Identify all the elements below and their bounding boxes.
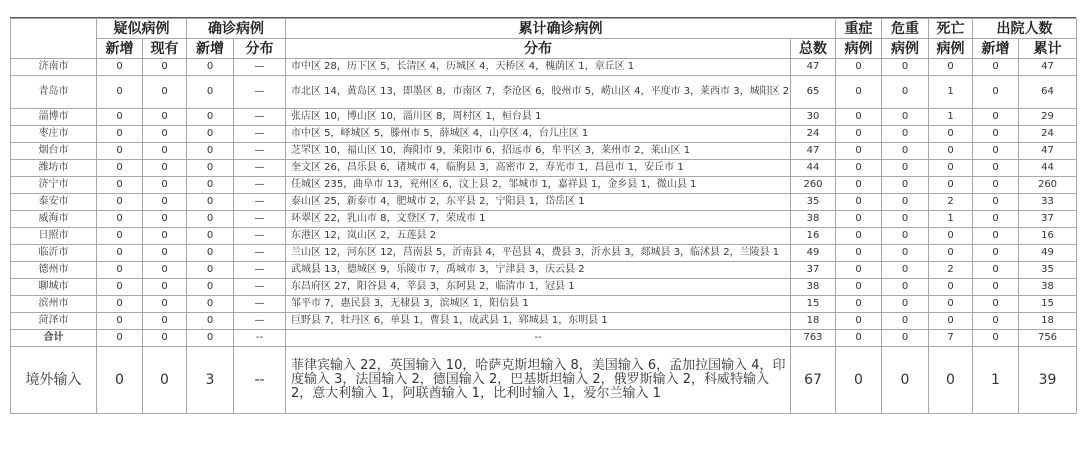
discharged-new-cell: 0 [973,313,1019,330]
total-total-cell: 763 [791,330,836,347]
suspected-new-cell: 0 [97,126,143,143]
total-critical-cell: 0 [882,330,929,347]
confirmed-new-cell: 0 [187,228,234,245]
discharged-total-cell: 33 [1019,194,1077,211]
confirmed-dist-cell: — [234,109,286,126]
death-cell: 0 [929,228,973,245]
severe-cell: 0 [836,279,882,296]
covid-statistics-table [10,18,1077,414]
distribution-cell: 东港区 12，岚山区 2，五莲县 2 [286,228,791,245]
severe-cell: 0 [836,211,882,228]
city-cell: 淄博市 [11,109,97,126]
death-cell: 0 [929,296,973,313]
distribution-cell: 兰山区 12，河东区 12，莒南县 5，沂南县 4，平邑县 4，费县 3，沂水县 3，郯城县 3，临沭县 2，兰陵县 1 [286,245,791,262]
suspected-new-cell: 0 [97,211,143,228]
death-cell: 1 [929,109,973,126]
foreign-critical-cell: 0 [882,347,929,414]
suspected-current-cell: 0 [143,194,187,211]
discharged-total-cell: 16 [1019,228,1077,245]
header-city-blank [11,19,97,59]
header-severe-2: 病例 [836,39,882,59]
foreign-discharged-new-cell: 1 [973,347,1019,414]
total-cell: 37 [791,262,836,279]
city-cell: 济宁市 [11,177,97,194]
critical-cell: 0 [882,262,929,279]
foreign-distribution-cell: 菲律宾输入 22，英国输入 10，哈萨克斯坦输入 8，美国输入 6，孟加拉国输入 4，印度输入 3，法国输入 2，德国输入 2，巴基斯坦输入 2，俄罗斯输入 2，科威特输入 2，意大利输入 1，阿联酋输入 1，比利时输入 1，爱尔兰输入 1 [286,347,791,414]
discharged-new-cell: 0 [973,109,1019,126]
critical-cell: 0 [882,109,929,126]
death-cell: 0 [929,143,973,160]
critical-cell: 0 [882,160,929,177]
city-cell: 威海市 [11,211,97,228]
suspected-current-cell: 0 [143,228,187,245]
foreign-confirmed-new-cell: 3 [187,347,234,414]
distribution-cell: 市中区 28，历下区 5，长清区 4，历城区 4，天桥区 4，槐荫区 1，章丘区 1 [286,59,791,76]
death-cell: 2 [929,262,973,279]
header-suspected-current: 现有 [143,39,187,59]
total-severe-cell: 0 [836,330,882,347]
confirmed-dist-cell: — [234,245,286,262]
total-cell: 47 [791,143,836,160]
city-cell: 泰安市 [11,194,97,211]
distribution-cell: 泰山区 25，新泰市 4，肥城市 2，东平县 2，宁阳县 1，岱岳区 1 [286,194,791,211]
discharged-new-cell: 0 [973,126,1019,143]
distribution-cell: 邹平市 7，惠民县 3，无棣县 3，滨城区 1，阳信县 1 [286,296,791,313]
discharged-new-cell: 0 [973,143,1019,160]
discharged-total-cell: 49 [1019,245,1077,262]
suspected-new-cell: 0 [97,262,143,279]
confirmed-dist-cell: — [234,262,286,279]
suspected-current-cell: 0 [143,76,187,109]
suspected-current-cell: 0 [143,313,187,330]
suspected-new-cell: 0 [97,194,143,211]
table-row [11,245,1077,262]
distribution-cell: 环翠区 22，乳山市 8，文登区 7，荣成市 1 [286,211,791,228]
table-row [11,109,1077,126]
total-suspected-new-cell: 0 [97,330,143,347]
foreign-suspected-new-cell: 0 [97,347,143,414]
severe-cell: 0 [836,296,882,313]
table-body [11,59,1077,414]
suspected-new-cell: 0 [97,59,143,76]
discharged-new-cell: 0 [973,296,1019,313]
suspected-current-cell: 0 [143,211,187,228]
total-cell: 35 [791,194,836,211]
death-cell: 0 [929,160,973,177]
discharged-new-cell: 0 [973,279,1019,296]
discharged-total-cell: 47 [1019,143,1077,160]
confirmed-new-cell: 0 [187,109,234,126]
city-cell: 菏泽市 [11,313,97,330]
foreign-discharged-total-cell: 39 [1019,347,1077,414]
header-discharged: 出院人数 [973,19,1077,39]
foreign-suspected-current-cell: 0 [143,347,187,414]
covid-table-container [10,18,1076,414]
header-confirmed-new: 新增 [187,39,234,59]
suspected-current-cell: 0 [143,109,187,126]
header-confirmed: 确诊病例 [187,19,286,39]
city-cell: 临沂市 [11,245,97,262]
foreign-label-cell: 境外输入 [11,347,97,414]
city-cell: 枣庄市 [11,126,97,143]
death-cell: 0 [929,313,973,330]
total-cell: 65 [791,76,836,109]
foreign-total-cell: 67 [791,347,836,414]
header-death-1: 死亡 [929,19,973,39]
header-severe-1: 重症 [836,19,882,39]
distribution-cell: 张店区 10，博山区 10，淄川区 8，周村区 1，桓台县 1 [286,109,791,126]
confirmed-dist-cell: — [234,296,286,313]
critical-cell: 0 [882,59,929,76]
discharged-new-cell: 0 [973,245,1019,262]
table-row [11,59,1077,76]
confirmed-new-cell: 0 [187,245,234,262]
death-cell: 0 [929,126,973,143]
confirmed-new-cell: 0 [187,59,234,76]
confirmed-new-cell: 0 [187,160,234,177]
confirmed-dist-cell: — [234,228,286,245]
city-cell: 青岛市 [11,76,97,109]
severe-cell: 0 [836,126,882,143]
confirmed-new-cell: 0 [187,126,234,143]
death-cell: 0 [929,279,973,296]
table-row [11,262,1077,279]
discharged-total-cell: 29 [1019,109,1077,126]
discharged-new-cell: 0 [973,194,1019,211]
total-discharged-total-cell: 756 [1019,330,1077,347]
critical-cell: 0 [882,126,929,143]
confirmed-dist-cell: — [234,177,286,194]
suspected-current-cell: 0 [143,126,187,143]
severe-cell: 0 [836,194,882,211]
confirmed-dist-cell: — [234,194,286,211]
distribution-cell: 武城县 13，德城区 9，乐陵市 7，禹城市 3，宁津县 3，庆云县 2 [286,262,791,279]
total-label-cell: 合计 [11,330,97,347]
death-cell: 1 [929,76,973,109]
table-header [11,19,1077,59]
confirmed-dist-cell: — [234,160,286,177]
table-row [11,279,1077,296]
table-row [11,177,1077,194]
total-cell: 16 [791,228,836,245]
total-suspected-current-cell: 0 [143,330,187,347]
critical-cell: 0 [882,245,929,262]
discharged-total-cell: 35 [1019,262,1077,279]
death-cell: 0 [929,177,973,194]
distribution-cell: 芝罘区 10，福山区 10，海阳市 9，莱阳市 6，招远市 6，牟平区 3，莱州市 2，莱山区 1 [286,143,791,160]
total-cell: 18 [791,313,836,330]
total-cell: 260 [791,177,836,194]
table-row [11,211,1077,228]
critical-cell: 0 [882,228,929,245]
total-cell: 38 [791,279,836,296]
severe-cell: 0 [836,313,882,330]
discharged-total-cell: 38 [1019,279,1077,296]
header-critical-1: 危重 [882,19,929,39]
header-cumulative: 累计确诊病例 [286,19,836,39]
death-cell: 0 [929,245,973,262]
total-cell: 47 [791,59,836,76]
confirmed-dist-cell: — [234,76,286,109]
suspected-new-cell: 0 [97,160,143,177]
suspected-new-cell: 0 [97,76,143,109]
discharged-total-cell: 47 [1019,59,1077,76]
total-discharged-new-cell: 0 [973,330,1019,347]
severe-cell: 0 [836,109,882,126]
city-cell: 日照市 [11,228,97,245]
confirmed-new-cell: 0 [187,296,234,313]
city-cell: 德州市 [11,262,97,279]
suspected-current-cell: 0 [143,245,187,262]
severe-cell: 0 [836,160,882,177]
confirmed-dist-cell: — [234,313,286,330]
suspected-new-cell: 0 [97,109,143,126]
suspected-current-cell: 0 [143,143,187,160]
city-cell: 烟台市 [11,143,97,160]
total-cell: 15 [791,296,836,313]
confirmed-dist-cell: — [234,59,286,76]
discharged-total-cell: 18 [1019,313,1077,330]
total-row [11,330,1077,347]
confirmed-new-cell: 0 [187,279,234,296]
discharged-new-cell: 0 [973,160,1019,177]
critical-cell: 0 [882,177,929,194]
distribution-cell: 任城区 235，曲阜市 13，兖州区 6，汶上县 2，邹城市 1，嘉祥县 1，金乡县 1，微山县 1 [286,177,791,194]
death-cell: 0 [929,59,973,76]
discharged-total-cell: 24 [1019,126,1077,143]
total-cell: 30 [791,109,836,126]
table-row [11,296,1077,313]
header-critical-2: 病例 [882,39,929,59]
total-cell: 49 [791,245,836,262]
discharged-new-cell: 0 [973,211,1019,228]
table-row [11,160,1077,177]
confirmed-dist-cell: — [234,211,286,228]
critical-cell: 0 [882,296,929,313]
distribution-cell: 奎文区 26，昌乐县 6，诸城市 4，临朐县 3，高密市 2，寿光市 1，昌邑市 1，安丘市 1 [286,160,791,177]
header-death-2: 病例 [929,39,973,59]
suspected-new-cell: 0 [97,245,143,262]
distribution-cell: 东昌府区 27，阳谷县 4，莘县 3，东阿县 2，临清市 1，冠县 1 [286,279,791,296]
distribution-cell: 巨野县 7，牡丹区 6，单县 1，曹县 1，成武县 1，郓城县 1，东明县 1 [286,313,791,330]
table-row [11,76,1077,109]
foreign-confirmed-dist-cell: -- [234,347,286,414]
discharged-new-cell: 0 [973,177,1019,194]
death-cell: 2 [929,194,973,211]
discharged-new-cell: 0 [973,76,1019,109]
suspected-current-cell: 0 [143,177,187,194]
critical-cell: 0 [882,194,929,211]
distribution-cell: 市北区 14，黄岛区 13，即墨区 8，市南区 7，李沧区 6，胶州市 5，崂山区 4，平度市 3，莱西市 3，城阳区 2 [286,76,791,109]
discharged-new-cell: 0 [973,228,1019,245]
critical-cell: 0 [882,76,929,109]
suspected-new-cell: 0 [97,228,143,245]
suspected-new-cell: 0 [97,143,143,160]
confirmed-new-cell: 0 [187,76,234,109]
suspected-new-cell: 0 [97,177,143,194]
foreign-severe-cell: 0 [836,347,882,414]
suspected-current-cell: 0 [143,279,187,296]
table-row [11,228,1077,245]
city-cell: 滨州市 [11,296,97,313]
severe-cell: 0 [836,76,882,109]
discharged-new-cell: 0 [973,262,1019,279]
discharged-total-cell: 260 [1019,177,1077,194]
header-suspected-new: 新增 [97,39,143,59]
header-discharged-cumulative: 累计 [1019,39,1077,59]
critical-cell: 0 [882,279,929,296]
total-cell: 38 [791,211,836,228]
table-row [11,143,1077,160]
total-distribution-cell: -- [286,330,791,347]
total-cell: 44 [791,160,836,177]
foreign-import-row [11,347,1077,414]
suspected-current-cell: 0 [143,296,187,313]
header-cumulative-total: 总数 [791,39,836,59]
foreign-death-cell: 0 [929,347,973,414]
severe-cell: 0 [836,245,882,262]
critical-cell: 0 [882,211,929,228]
critical-cell: 0 [882,143,929,160]
suspected-current-cell: 0 [143,160,187,177]
confirmed-new-cell: 0 [187,177,234,194]
severe-cell: 0 [836,59,882,76]
table-row [11,313,1077,330]
discharged-total-cell: 15 [1019,296,1077,313]
severe-cell: 0 [836,177,882,194]
death-cell: 1 [929,211,973,228]
confirmed-new-cell: 0 [187,194,234,211]
suspected-current-cell: 0 [143,262,187,279]
table-row [11,126,1077,143]
suspected-current-cell: 0 [143,59,187,76]
severe-cell: 0 [836,228,882,245]
distribution-cell: 市中区 5，峄城区 5，滕州市 5，薛城区 4，山亭区 4，台儿庄区 1 [286,126,791,143]
header-suspected: 疑似病例 [97,19,187,39]
confirmed-new-cell: 0 [187,313,234,330]
confirmed-new-cell: 0 [187,211,234,228]
suspected-new-cell: 0 [97,279,143,296]
total-confirmed-new-cell: 0 [187,330,234,347]
total-death-cell: 7 [929,330,973,347]
discharged-total-cell: 37 [1019,211,1077,228]
discharged-new-cell: 0 [973,59,1019,76]
total-confirmed-dist-cell: -- [234,330,286,347]
confirmed-dist-cell: — [234,126,286,143]
table-row [11,194,1077,211]
confirmed-new-cell: 0 [187,143,234,160]
total-cell: 24 [791,126,836,143]
critical-cell: 0 [882,313,929,330]
header-cumulative-distribution: 分布 [286,39,791,59]
confirmed-dist-cell: — [234,279,286,296]
city-cell: 聊城市 [11,279,97,296]
suspected-new-cell: 0 [97,313,143,330]
discharged-total-cell: 64 [1019,76,1077,109]
header-discharged-new: 新增 [973,39,1019,59]
suspected-new-cell: 0 [97,296,143,313]
city-cell: 济南市 [11,59,97,76]
severe-cell: 0 [836,262,882,279]
confirmed-dist-cell: — [234,143,286,160]
severe-cell: 0 [836,143,882,160]
confirmed-new-cell: 0 [187,262,234,279]
discharged-total-cell: 44 [1019,160,1077,177]
header-confirmed-distribution: 分布 [234,39,286,59]
city-cell: 潍坊市 [11,160,97,177]
